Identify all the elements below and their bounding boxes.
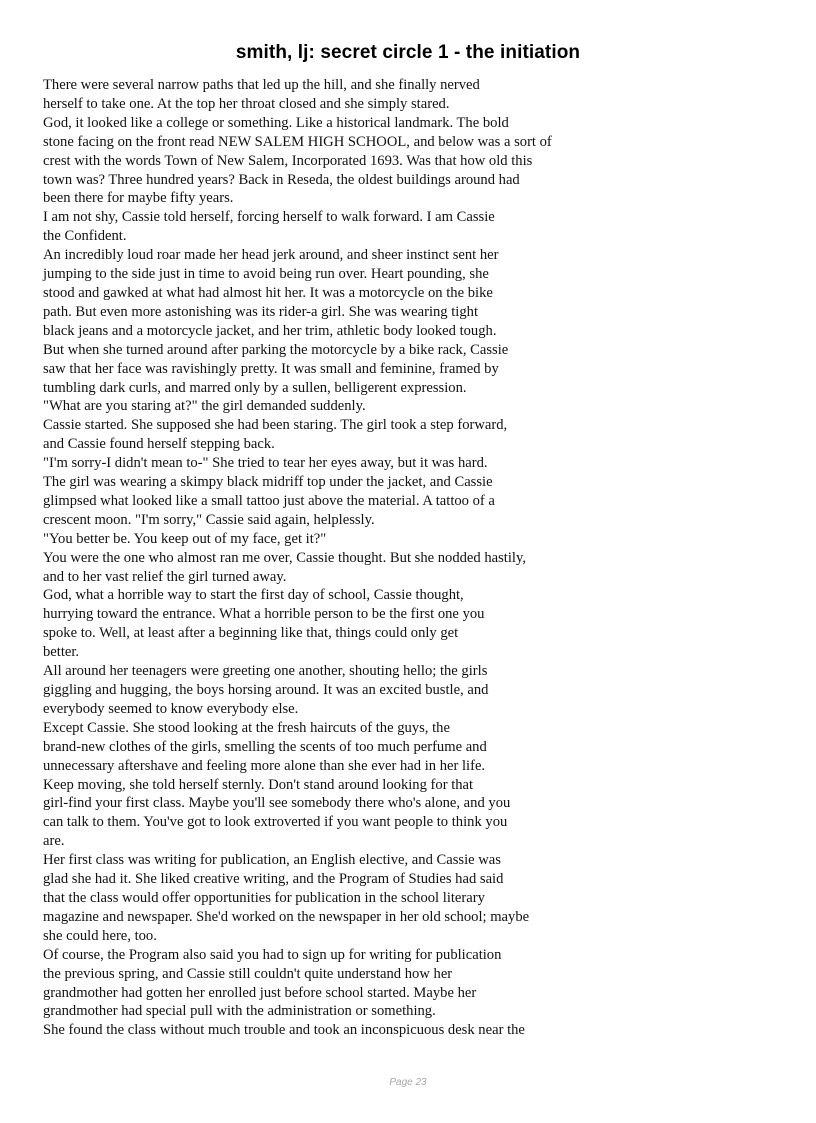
text-line: the Confident. (43, 228, 127, 245)
text-line: been there for maybe fifty years. (43, 190, 234, 207)
text-line: saw that her face was ravishingly pretty. It was small and feminine, framed by (43, 360, 499, 377)
text-line: brand-new clothes of the girls, smelling the scents of too much perfume and (43, 738, 487, 755)
text-line: God, it looked like a college or something. Like a historical landmark. The bold (43, 114, 509, 131)
text-line: Of course, the Program also said you had to sign up for writing for publication (43, 946, 502, 963)
text-line: she could here, too. (43, 927, 157, 944)
text-line: God, what a horrible way to start the first day of school, Cassie thought, (43, 587, 464, 604)
text-line: You were the one who almost ran me over, Cassie thought. But she nodded hastily, (43, 549, 526, 566)
text-line: that the class would offer opportunities for publication in the school literary (43, 889, 485, 906)
text-line: I am not shy, Cassie told herself, forcing herself to walk forward. I am Cassie (43, 209, 495, 226)
text-line: She found the class without much trouble and took an inconspicuous desk near the (43, 1022, 525, 1039)
text-line: glad she had it. She liked creative writing, and the Program of Studies had said (43, 871, 504, 888)
text-line: "What are you staring at?" the girl demanded suddenly. (43, 398, 366, 415)
text-line: glimpsed what looked like a small tattoo just above the material. A tattoo of a (43, 492, 495, 509)
text-line: Cassie started. She supposed she had been staring. The girl took a step forward, (43, 417, 508, 434)
text-line: are. (43, 833, 65, 850)
text-line: black jeans and a motorcycle jacket, and her trim, athletic body looked tough. (43, 322, 497, 339)
text-line: But when she turned around after parking the motorcycle by a bike rack, Cassie (43, 341, 509, 358)
text-line: and Cassie found herself stepping back. (43, 436, 275, 453)
text-line: spoke to. Well, at least after a beginning like that, things could only get (43, 625, 459, 642)
text-line: There were several narrow paths that led up the hill, and she finally nerved (43, 77, 480, 93)
text-line: tumbling dark curls, and marred only by a sullen, belligerent expression. (43, 379, 467, 396)
text-line: Except Cassie. She stood looking at the fresh haircuts of the guys, the (43, 719, 450, 736)
text-line: better. (43, 644, 80, 661)
text-line: An incredibly loud roar made her head jerk around, and sheer instinct sent her (43, 247, 499, 264)
text-line: and to her vast relief the girl turned away. (43, 568, 287, 585)
text-line: everybody seemed to know everybody else. (43, 700, 299, 717)
page-number: Page 23 (389, 1077, 427, 1088)
body-text (43, 76, 783, 1040)
text-line: crest with the words Town of New Salem, Incorporated 1693. Was that how old this (43, 152, 533, 169)
text-line: herself to take one. At the top her throat closed and she simply stared. (43, 95, 450, 112)
text-line: path. But even more astonishing was its rider-a girl. She was wearing tight (43, 303, 478, 320)
text-line: Keep moving, she told herself sternly. Don't stand around looking for that (43, 776, 474, 793)
text-line: jumping to the side just in time to avoid being run over. Heart pounding, she (43, 266, 489, 283)
text-line: crescent moon. "I'm sorry," Cassie said again, helplessly. (43, 511, 375, 528)
text-line: "I'm sorry-I didn't mean to-" She tried to tear her eyes away, but it was hard. (43, 455, 488, 472)
text-line: magazine and newspaper. She'd worked on the newspaper in her old school; maybe (43, 908, 530, 925)
text-line: unnecessary aftershave and feeling more alone than she ever had in her life. (43, 757, 486, 774)
text-line: stone facing on the front read NEW SALEM HIGH SCHOOL, and below was a sort of (43, 133, 552, 150)
text-line: the previous spring, and Cassie still couldn't quite understand how her (43, 965, 453, 982)
text-line: can talk to them. You've got to look extroverted if you want people to think you (43, 814, 508, 831)
text-line: town was? Three hundred years? Back in Reseda, the oldest buildings around had (43, 171, 520, 188)
text-line: The girl was wearing a skimpy black midriff top under the jacket, and Cassie (43, 474, 493, 491)
text-line: grandmother had gotten her enrolled just before school started. Maybe her (43, 984, 477, 1001)
text-line: "You better be. You keep out of my face, get it?" (43, 530, 327, 547)
text-line: All around her teenagers were greeting one another, shouting hello; the girls (43, 663, 488, 680)
text-line: grandmother had special pull with the administration or something. (43, 1003, 436, 1020)
document-title: smith, lj: secret circle 1 - the initiation (235, 42, 581, 63)
text-line: girl-find your first class. Maybe you'll see somebody there who's alone, and you (43, 795, 511, 812)
text-line: Her first class was writing for publication, an English elective, and Cassie was (43, 852, 501, 869)
text-line: hurrying toward the entrance. What a horrible person to be the first one you (43, 606, 485, 623)
text-line: stood and gawked at what had almost hit her. It was a motorcycle on the bike (43, 284, 493, 301)
text-line: giggling and hugging, the boys horsing around. It was an excited bustle, and (43, 682, 489, 698)
